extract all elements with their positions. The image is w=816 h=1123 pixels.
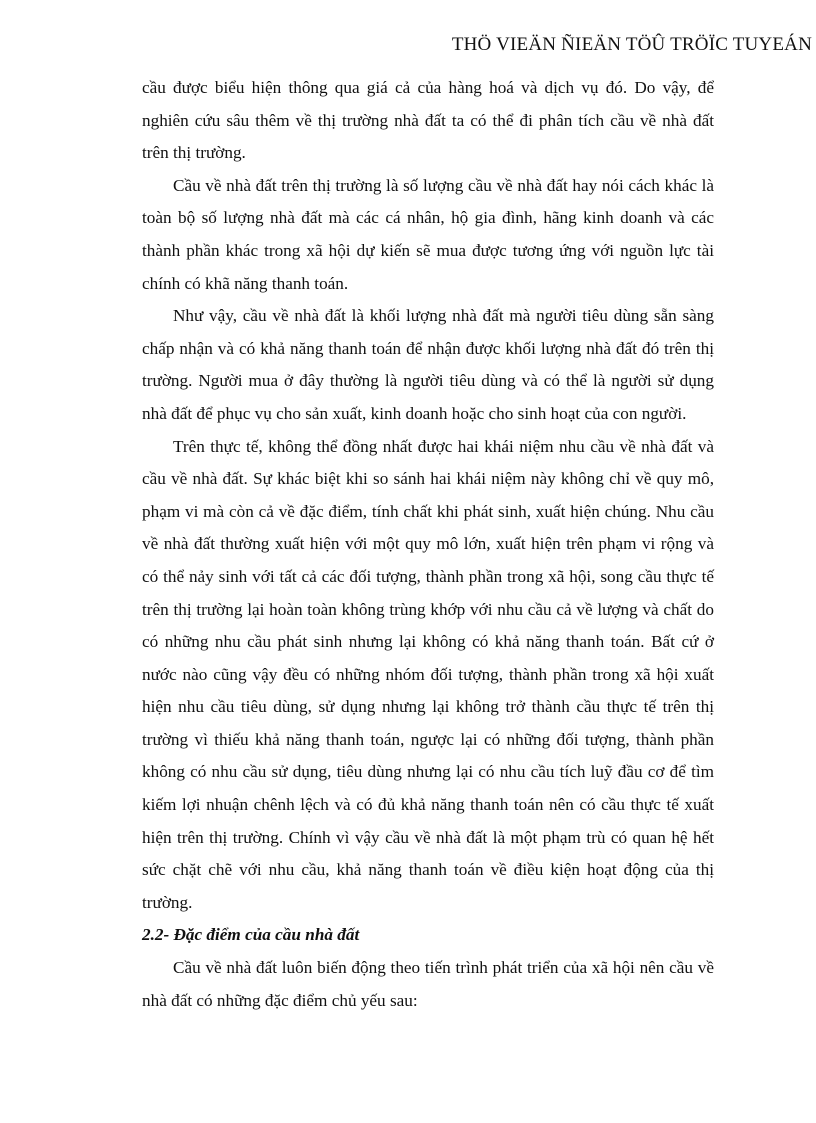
paragraph-demand-summary: Như vậy, cầu về nhà đất là khối lượng nhà đất mà người tiêu dùng sẵn sàng chấp nhận và có khả năng thanh toán để nhận được khối lượng nhà đất đó trên thị trường. Người mua ở đây thường là người tiêu dùng và có thể là người sử dụng nhà đất để phục vụ cho sản xuất, kinh doanh hoặc cho sinh hoạt của con người. <box>142 306 714 423</box>
page-body <box>142 72 714 1017</box>
paragraph-continuation: cầu được biểu hiện thông qua giá cả của hàng hoá và dịch vụ đó. Do vậy, để nghiên cứu sâu thêm về thị trường nhà đất ta có thể đi phân tích cầu về nhà đất trên thị trường. <box>142 78 714 163</box>
section-heading: 2.2- Đặc điểm của cầu nhà đất <box>142 925 360 945</box>
paragraph-need-vs-demand: Trên thực tế, không thể đồng nhất được hai khái niệm nhu cầu về nhà đất và cầu về nhà đất. Sự khác biệt khi so sánh hai khái niệm này không chỉ về quy mô, phạm vi mà còn cả về đặc điểm, tính chất khi phát sinh, xuất hiện chúng. Nhu cầu về nhà đất thường xuất hiện với một quy mô lớn, xuất hiện trên phạm vi rộng và có thể nảy sinh với tất cả các đối tượng, thành phần trong xã hội, song cầu thực tế trên thị trường lại hoàn toàn không trùng khớp với nhu cầu cả về lượng và chất do có những nhu cầu phát sinh nhưng lại không có khả năng thanh toán. Bất cứ ở nước nào cũng vậy đều có những nhóm đối tượng, thành phần trong xã hội xuất hiện nhu cầu tiêu dùng, sử dụng nhưng lại không trở thành cầu thực tế trên thị trường vì thiếu khả năng thanh toán, ngược lại có những đối tượng, thành phần không có nhu cầu sử dụng, tiêu dùng nhưng lại có nhu cầu tích luỹ đầu cơ để tìm kiếm lợi nhuận chênh lệch và có đủ khả năng thanh toán nên có cầu thực tế xuất hiện trên thị trường. Chính vì vậy cầu về nhà đất là một phạm trù có quan hệ hết sức chặt chẽ với nhu cầu, khả năng thanh toán về điều kiện hoạt động của thị trường. <box>142 436 714 912</box>
paragraph-demand-definition: Cầu về nhà đất trên thị trường là số lượng cầu về nhà đất hay nói cách khác là toàn bộ số lượng nhà đất mà các cá nhân, hộ gia đình, hãng kinh doanh và các thành phần khác trong xã hội dự kiến sẽ mua được tương ứng với nguồn lực tài chính có khã năng thanh toán. <box>142 175 714 293</box>
running-header: THÖ VIEÄN ÑIEÄN TÖÛ TRÖÏC TUYEÁN <box>451 34 812 55</box>
paragraph-section-intro: Cầu về nhà đất luôn biến động theo tiến trình phát triển của xã hội nên cầu về nhà đất có những đặc điểm chủ yếu sau: <box>142 958 714 1010</box>
